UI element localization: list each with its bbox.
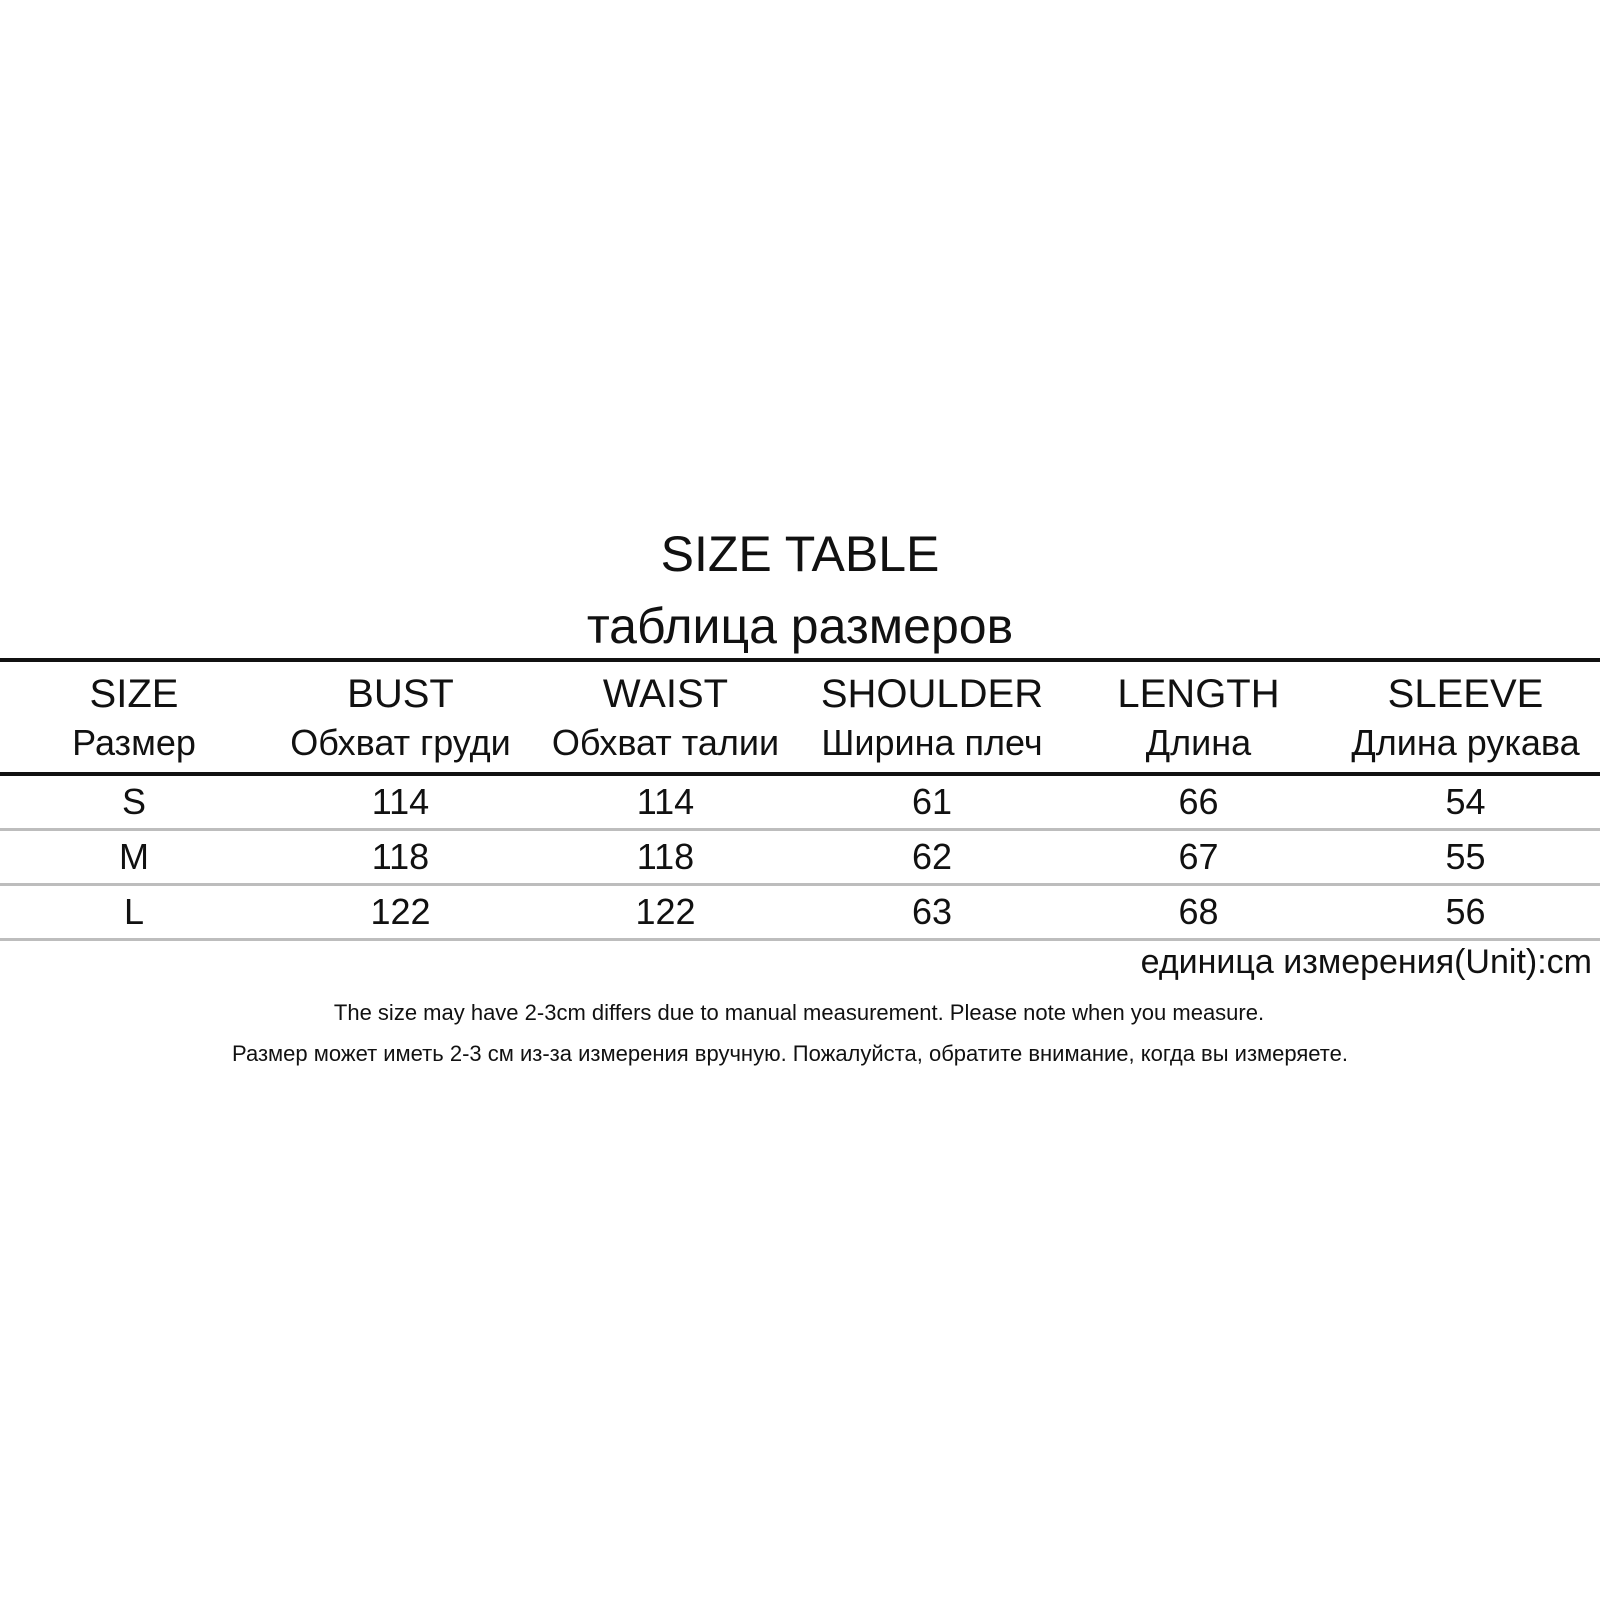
header-size-ru: Размер — [0, 722, 268, 774]
header-length: LENGTH — [1117, 671, 1280, 716]
cell-shoulder: 61 — [798, 774, 1066, 830]
header-sleeve: SLEEVE — [1387, 671, 1544, 716]
measurement-note-english: The size may have 2-3cm differs due to manual measurement. Please note when you measure. — [333, 1000, 1265, 1025]
cell-length: 66 — [1066, 774, 1331, 830]
cell-waist: 118 — [533, 830, 798, 885]
measurement-note-russian: Размер может иметь 2-3 см из-за измерения вручную. Пожалуйста, обратите внимание, когда вы измеряете. — [232, 1041, 1348, 1066]
cell-size: L — [0, 885, 268, 940]
size-table-title-russian: таблица размеров — [586, 598, 1014, 654]
header-waist: WAIST — [602, 671, 729, 716]
table-row — [0, 885, 1600, 940]
header-sleeve-ru: Длина рукава — [1331, 722, 1600, 774]
header-shoulder: SHOULDER — [820, 671, 1044, 716]
cell-size: S — [0, 774, 268, 830]
header-row-russian — [0, 722, 1600, 774]
cell-size: M — [0, 830, 268, 885]
cell-waist: 114 — [533, 774, 798, 830]
header-size: SIZE — [89, 671, 179, 716]
size-table-title: SIZE TABLE — [660, 526, 940, 582]
size-chart-table — [0, 658, 1600, 941]
header-row-english — [0, 660, 1600, 722]
cell-length: 67 — [1066, 830, 1331, 885]
cell-bust: 114 — [268, 774, 533, 830]
cell-length: 68 — [1066, 885, 1331, 940]
header-shoulder-ru: Ширина плеч — [798, 722, 1066, 774]
cell-sleeve: 54 — [1331, 774, 1600, 830]
cell-waist: 122 — [533, 885, 798, 940]
cell-bust: 118 — [268, 830, 533, 885]
table-row — [0, 830, 1600, 885]
header-bust-ru: Обхват груди — [268, 722, 533, 774]
cell-bust: 122 — [268, 885, 533, 940]
unit-note: единица измерения(Unit):cm — [1140, 943, 1592, 981]
cell-sleeve: 55 — [1331, 830, 1600, 885]
cell-shoulder: 62 — [798, 830, 1066, 885]
cell-sleeve: 56 — [1331, 885, 1600, 940]
table-row — [0, 774, 1600, 830]
header-waist-ru: Обхват талии — [533, 722, 798, 774]
header-length-ru: Длина — [1066, 722, 1331, 774]
cell-shoulder: 63 — [798, 885, 1066, 940]
header-bust: BUST — [347, 671, 454, 716]
